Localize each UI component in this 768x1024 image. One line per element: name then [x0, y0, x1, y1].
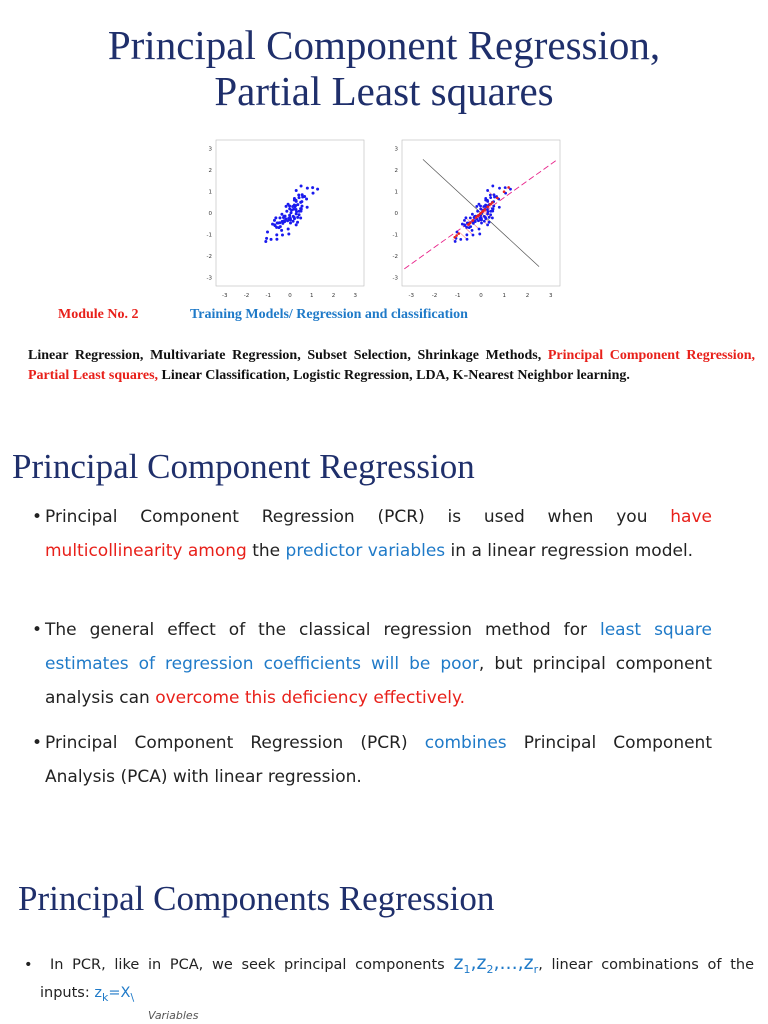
bullet-3-text-b: Principal Component Analysis (PCA) with linear regression. [45, 733, 712, 787]
bullet-1-highlight-red: have multicollinearity among [45, 507, 712, 561]
data-point [486, 208, 489, 211]
data-point [504, 186, 507, 189]
data-point [300, 205, 303, 208]
data-point [471, 229, 474, 232]
data-point [491, 217, 494, 220]
data-point [469, 225, 472, 228]
data-point [489, 194, 492, 197]
bullet-dot: • [32, 620, 43, 640]
data-point [478, 233, 481, 236]
pcs-bullet-text-a: In PCR, like in PCA, we seek principal components [49, 957, 454, 973]
data-point [285, 205, 288, 208]
data-point [483, 215, 486, 218]
y-tick-label: 1 [208, 189, 212, 196]
y-tick-label: -2 [392, 253, 398, 260]
data-point [273, 219, 276, 222]
data-point [287, 232, 290, 235]
data-point [295, 200, 298, 203]
data-point [489, 210, 492, 213]
data-point [489, 196, 492, 199]
zk-symbol: z [94, 985, 102, 1001]
data-point [286, 219, 289, 222]
data-point [498, 206, 501, 209]
data-point [477, 219, 480, 222]
data-point [295, 223, 298, 226]
x-tick-label: 2 [331, 293, 336, 299]
pcr-bullet-1 [32, 500, 712, 568]
z-symbol-r: z [523, 952, 534, 974]
data-point [300, 200, 303, 203]
pcr-bullet-2 [32, 613, 712, 715]
data-point [486, 212, 489, 215]
data-point [276, 222, 279, 225]
projected-point [468, 223, 471, 226]
principal-components-list: $z_1,z_2,...,z_r$ [453, 952, 539, 976]
data-point [287, 203, 290, 206]
data-point [486, 223, 489, 226]
data-point [483, 220, 486, 223]
data-point [264, 240, 267, 243]
z-subscript-1: 1 [463, 963, 471, 976]
projected-point [496, 197, 499, 200]
data-point [275, 238, 278, 241]
y-tick-label: 0 [394, 211, 398, 217]
data-point [463, 219, 466, 222]
pcs-bullet-line-2 [40, 985, 134, 1004]
x-tick-label: 0 [479, 293, 483, 299]
syllabus-part-1: Linear Regression, Multivariate Regression, Subset Selection, Shrinkage Methods, [28, 348, 548, 363]
data-point [491, 185, 494, 188]
syllabus-text [28, 346, 755, 385]
projected-point [457, 232, 460, 235]
data-point [299, 216, 302, 219]
y-tick-label: 1 [394, 189, 398, 196]
y-tick-label: 3 [208, 146, 212, 153]
data-point [491, 207, 494, 210]
bullet-2-highlight-red: overcome this deficiency effectively. [155, 688, 466, 708]
module-name: Training Models/ Regression and classification [190, 307, 468, 322]
x-tick-label: -3 [408, 293, 415, 299]
data-point [298, 210, 301, 213]
syllabus-highlight: Principal Component Regression, Partial Least squares, [28, 348, 755, 383]
projected-point [475, 216, 478, 219]
bullet-1-text-a: Principal Component Regression (PCR) is used when you [45, 507, 671, 527]
data-point [498, 187, 501, 190]
data-point [287, 228, 290, 231]
y-tick-label: 3 [394, 146, 398, 153]
projected-point [472, 219, 475, 222]
y-tick-label: -2 [206, 253, 212, 260]
variables-note: Variables [148, 1009, 199, 1022]
z-symbol-2: z [476, 952, 487, 974]
projected-point [489, 203, 492, 206]
bullet-1-text-c: in a linear regression model. [445, 541, 694, 561]
data-point [306, 187, 309, 190]
data-point [285, 210, 288, 213]
bullet-dot: • [32, 733, 43, 753]
x-tick-label: -1 [265, 293, 271, 299]
x-tick-label: 3 [548, 293, 553, 299]
projected-point [507, 186, 510, 189]
main-title [0, 22, 768, 114]
data-point [297, 194, 300, 197]
data-point [488, 221, 491, 224]
bullet-2-highlight-blue: least square estimates of regression coefficients will be poor [45, 620, 712, 674]
bullet-dot: • [24, 957, 50, 973]
data-point [295, 189, 298, 192]
data-point [489, 213, 492, 216]
y-tick-label: -3 [392, 275, 398, 282]
data-point [270, 238, 273, 241]
data-point [454, 240, 457, 243]
data-point [465, 226, 468, 229]
y-tick-label: -3 [206, 275, 212, 282]
data-point [274, 216, 277, 219]
x-tick-label: -2 [431, 293, 438, 299]
pcs-bullet-text-b: , linear combinations of the [538, 957, 754, 973]
bullet-1-highlight-blue: predictor variables [285, 541, 446, 561]
data-point [465, 216, 468, 219]
data-point [316, 188, 319, 191]
data-point [294, 204, 297, 207]
data-point [289, 222, 292, 225]
zk-equals-x: =X [108, 985, 131, 1001]
x-tick-label: -3 [221, 293, 228, 299]
data-point [279, 225, 282, 228]
data-point [480, 222, 483, 225]
data-point [305, 198, 308, 201]
data-point [472, 234, 475, 237]
data-point [271, 223, 274, 226]
data-point [311, 186, 314, 189]
data-point [301, 196, 304, 199]
projected-point [453, 236, 456, 239]
data-point [265, 237, 268, 240]
data-point [275, 233, 278, 236]
data-point [312, 192, 315, 195]
module-number: Module No. 2 [58, 307, 139, 322]
data-point [290, 211, 293, 214]
data-point [482, 205, 485, 208]
data-point [480, 219, 483, 222]
data-point [290, 209, 293, 212]
x-tick-label: 0 [288, 293, 292, 299]
data-point [292, 215, 295, 218]
data-point [486, 189, 489, 192]
data-point [466, 238, 469, 241]
bullet-1-text-b: the [246, 541, 286, 561]
data-point [266, 230, 269, 233]
data-point [493, 196, 496, 199]
data-point [292, 220, 295, 223]
x-tick-label: 3 [353, 293, 358, 299]
scatter-plot-original [196, 136, 372, 300]
data-point [461, 223, 464, 226]
pcs-section-title: Principal Components Regression [18, 879, 495, 918]
bullet-2-text-a: The general effect of the classical regression method for [45, 620, 600, 640]
data-point [281, 234, 284, 237]
x-tick-label: 2 [525, 293, 530, 299]
data-point [476, 210, 479, 213]
pcr-section-title: Principal Component Regression [12, 447, 475, 486]
scatter-plot-pca-projection [382, 136, 566, 300]
data-point [478, 203, 481, 206]
y-tick-label: -1 [392, 232, 398, 239]
data-point [280, 229, 283, 232]
data-point [296, 221, 299, 224]
y-tick-label: 0 [208, 211, 212, 217]
x-tick-label: 1 [310, 293, 314, 299]
data-point [300, 184, 303, 187]
z-symbol-1: z [453, 952, 464, 974]
projected-point [477, 214, 480, 217]
data-point [492, 205, 495, 208]
bullet-2-text-b: , but principal component analysis can [45, 654, 712, 708]
x-tick-label: -2 [243, 293, 250, 299]
data-point [291, 205, 294, 208]
data-point [475, 205, 478, 208]
y-tick-label: 2 [394, 168, 398, 175]
z-subscript-2: 2 [486, 963, 494, 976]
projected-point [480, 212, 483, 215]
pcr-bullet-3 [32, 726, 712, 794]
pcs-bullet-inputs-label: inputs: [40, 985, 95, 1001]
data-point [280, 213, 283, 216]
bullet-3-text-a: Principal Component Regression (PCR) [45, 733, 425, 753]
data-point [281, 220, 284, 223]
bullet-dot: • [32, 507, 43, 527]
projected-point [503, 190, 506, 193]
data-point [296, 216, 299, 219]
data-point [289, 218, 292, 221]
syllabus-part-2: Linear Classification, Logistic Regression, LDA, K-Nearest Neighbor learning. [158, 367, 630, 383]
data-point [486, 200, 489, 203]
zk-formula [94, 985, 135, 1004]
zk-subscript: k [101, 991, 109, 1004]
data-point [488, 216, 491, 219]
projected-point [482, 210, 485, 213]
y-tick-label: 2 [208, 168, 212, 175]
data-point [306, 206, 309, 209]
data-point [298, 213, 301, 216]
pcs-bullet [24, 949, 754, 984]
data-point [459, 238, 462, 241]
data-point [465, 233, 468, 236]
x-tick-label: -1 [455, 293, 461, 299]
data-point [471, 213, 474, 216]
projected-point [487, 205, 490, 208]
bullet-3-highlight-blue: combines [424, 733, 507, 753]
data-point [278, 216, 281, 219]
z-subscript-r: r [533, 963, 539, 976]
x-tick-label: 1 [502, 293, 506, 299]
y-tick-label: -1 [206, 232, 212, 239]
data-point [478, 228, 481, 231]
data-point [275, 226, 278, 229]
data-point [283, 215, 286, 218]
data-point [469, 216, 472, 219]
x-subscript: \ [130, 991, 135, 1004]
title-line-2: Partial Least squares [214, 68, 554, 114]
title-line-1: Principal Component Regression, [107, 22, 661, 68]
data-point [298, 196, 301, 199]
data-point [295, 212, 298, 215]
